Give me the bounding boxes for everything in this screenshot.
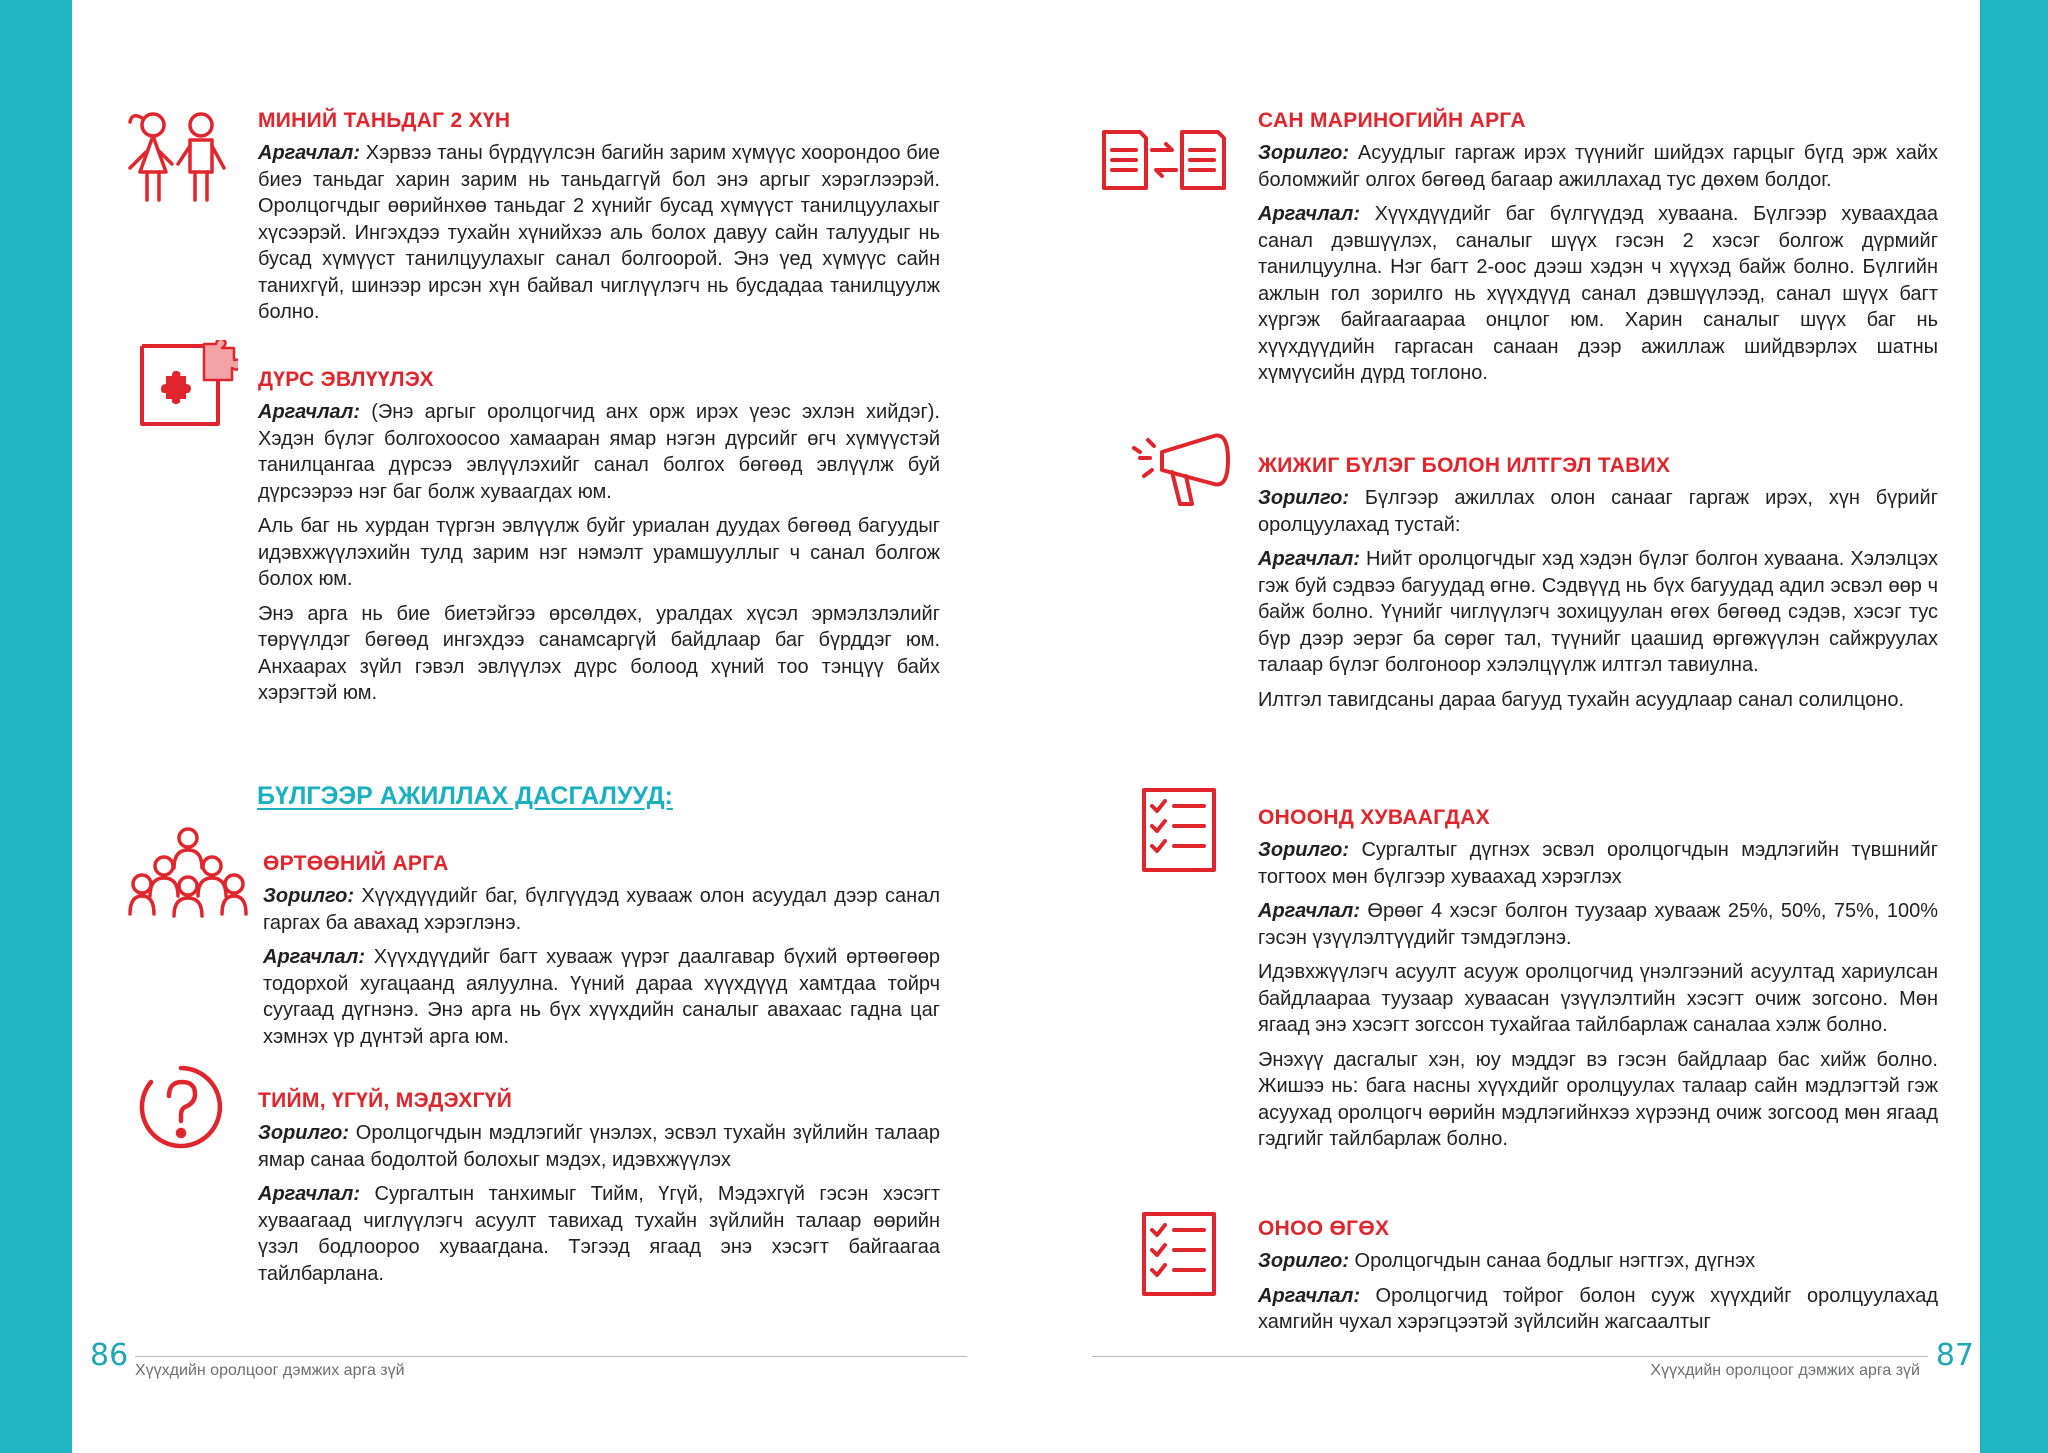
document-exchange-icon [1096,128,1232,192]
section-paragraph: Аргачлал: Нийт оролцогчдыг хэд хэдэн бүлэг болгон хуваана. Хэлэлцэх гэж буй сэдвээ багуудад өгнө. Сэдвүүд нь бүх багуудад адил эсвэл өөр ч байж болно. Үүнийг чиглүүлэгч зохицуулан өгөх бөгөөд сэдэв, хэсэг тус бүр дээр эерэг ба сөрөг тал, түүнийг цаашид өргөжүүлэн сайжруулах талаар бүлэг болгоноор хэлэлцүүлж илтгэл тавиулна. [1258,548,1938,676]
section-san-marino [1258,108,1938,395]
section-give-score [1258,1216,1938,1344]
two-people-icon [122,108,232,206]
section-paragraph: Энэ арга нь бие биетэйгээ өрсөлдөх, уралдах хүсэл эрмэлзлэлийг төрүүлдэг бөгөөд ингэхдээ санамсаргүй байдлаар баг бүрддэг юм. Анхаарах зүйл гэвэл эвлүүлэх дүрс болоод хүний тоо тэнцүү байх хэрэгтэй юм. [258,602,940,704]
section-score-divide [1258,805,1938,1161]
section-paragraph: Аргачлал: Хүүхдүүдийг баг бүлгүүдэд хуваана. Бүлгээр хуваахдаа санал дэвшүүлэх, саналыг шүүх гэсэн 2 хэсэг болгож дүрмийг танилцуулна. Нэг багт 2-оос дээш хэдэн ч хүүхэд байж болно. Бүлгийн ажлын гол зорилго нь хүүхдүүд санал дэвшүүлээд, санал шүүх багт хүргэж байгаагаараа онцлог юм. Харин саналыг шүүх баг нь хүүхдүүдийн гаргасан санаан дээр ажиллаж шийдвэрлэх шатны хүмүүсийн дүрд тоглоно. [1258,203,1938,384]
section-title: ДҮРС ЭВЛҮҮЛЭХ [258,368,434,391]
section-paragraph: Аргачлал: Хүүхдүүдийг багт хувааж үүрэг даалгавар бүхий өртөөгөөр тодорхой хугацаанд аялуулна. Үүний дараа хүүхдүүд хамтдаа тойрч суугаад дүгнэнэ. Энэ арга нь бүх хүүхдийн саналыг авахаас гадна цаг хэмнэх үр дүнтэй арга юм. [263,946,940,1048]
group-exercises-heading: БҮЛГЭЭР АЖИЛЛАХ ДАСГАЛУУД: [257,782,673,810]
checklist-icon [1140,784,1220,874]
group-people-icon [128,822,248,922]
megaphone-icon [1126,430,1236,510]
section-paragraph: Илтгэл тавигдсаны дараа багууд тухайн асуудлаар санал солилцоно. [1258,688,1905,711]
section-paragraph: Зорилго: Сургалтыг дүгнэх эсвэл оролцогчдын мэдлэгийн түвшнийг тогтоох мөн бүлгээр хуваахад хэрэглэх [1258,839,1938,888]
left-page [72,0,1026,1453]
footer-rule [1092,1356,1928,1357]
footer-rule [135,1356,967,1357]
section-paragraph: Зорилго: Оролцогчдын санаа бодлыг нэгтгэх, дүгнэх [1258,1250,1756,1272]
section-paragraph: Зорилго: Оролцогчдын мэдлэгийг үнэлэх, эсвэл тухайн зүйлийн талаар ямар санаа бодолтой болохыг мэдэх, идэвхжүүлэх [258,1122,940,1171]
section-puzzle [258,367,940,715]
section-paragraph: Аргачлал: Оролцогчид тойрог болон сууж хүүхдийг оролцуулахад хамгийн чухал хэрэгцээтэй зүйлсийн жагсаалтыг [1258,1284,1938,1333]
section-paragraph: Аргачлал: (Энэ аргыг оролцогчид анх орж ирэх үеэс эхлэн хийдэг). Хэдэн бүлэг болгохоосоо хамааран ямар нэгэн дүрсийг өгч хүмүүстэй танилцангаа дүрсээ эвлүүлэхийг санал болгох бөгөөд эвлүүлж буй дүрсээрээ нэг баг болж хуваагдах юм. [258,401,940,503]
footer-title: Хүүхдийн оролцоог дэмжих арга зүй [135,1362,405,1379]
section-paragraph: Зорилго: Хүүхдүүдийг баг, бүлгүүдэд хувааж олон асуудал дээр санал гаргах ба авахад хэрэглэнэ. [263,885,940,934]
section-title: ОНООНД ХУВААГДАХ [1258,806,1490,829]
puzzle-icon [138,340,238,430]
section-station-method [263,851,940,1058]
section-paragraph: Аргачлал: Хэрвээ таны бүрдүүлсэн багийн зарим хүмүүс хоорондоо бие биеэ таньдаг харин зарим нь таньдаггүй бол энэ аргыг хэрэглээрэй. Оролцогчдыг өөрийнхөө таньдаг 2 хүнийг бусад хүмүүст танилцуулахыг хүсээрэй. Ингэхдээ тухайн хүнийхээ аль болох давуу сайн талуудыг нь бусад хүмүүст танилцуулахыг санал болгоорой. Энэ үед хүмүүс сайн танихгүй, шинээр ирсэн хүн байвал чиглүүлэгч нь бусдадаа танилцуулж болно. [258,142,940,323]
section-paragraph: Зорилго: Асуудлыг гаргаж ирэх түүнийг шийдэх гарцыг бүгд эрж хайх боломжийг олгох бөгөөд багаар ажиллахад тус дөхөм болдог. [1258,142,1938,191]
section-title: САН МАРИНОГИЙН АРГА [1258,109,1526,132]
right-teal-band [1980,0,2048,1453]
section-title: ОНОО ӨГӨХ [1258,1217,1390,1240]
right-page [1026,0,1980,1453]
section-paragraph: Идэвхжүүлэгч асуулт асууж оролцогчид үнэлгээний асуултад хариулсан байдлаараа туузаар хуваасан үзүүлэлтийн хэсэгт очиж зогсоно. Мөн ягаад энэ хэсэгт зогссон тухайгаа тайлбарлаж саналаа хэлж болно. [1258,961,1938,1036]
section-title: ТИЙМ, ҮГҮЙ, МЭДЭХГҮЙ [258,1089,513,1112]
page-number: 87 [1935,1338,1974,1373]
section-yes-no-unknown [258,1088,940,1295]
section-title: ӨРТӨӨНИЙ АРГА [263,852,449,875]
footer-title: Хүүхдийн оролцоог дэмжих арга зүй [1650,1362,1920,1379]
page-number: 86 [90,1338,129,1373]
section-paragraph: Аргачлал: Өрөөг 4 хэсэг болгон туузаар хувааж 25%, 50%, 75%, 100% гэсэн үзүүлэлтүүдийг тэмдэглэнэ. [1258,900,1938,949]
section-small-group [1258,453,1938,721]
checklist-icon [1140,1208,1220,1298]
section-two-people [258,108,940,334]
section-paragraph: Аль баг нь хурдан түргэн эвлүүлж буйг уриалан дуудах бөгөөд багуудыг идэвхжүүлэхийн тулд зарим нэг нэмэлт урамшууллыг ч санал болгож болох юм. [258,515,940,590]
section-paragraph: Энэхүү дасгалыг хэн, юу мэддэг вэ гэсэн байдлаар бас хийж болно. Жишээ нь: бага насны хүүхдийг оролцуулах талаар сайн мэдлэгтэй гэж асуухад оролцогч өөрийн мэдлэгийнхээ хүрээнд очиж зогсоод мөн ягаад гэдгийг тайлбарлаж болно. [1258,1048,1938,1150]
section-paragraph: Аргачлал: Сургалтын танхимыг Тийм, Үгүй, Мэдэхгүй гэсэн хэсэгт хуваагаад чиглүүлэгч асуулт тавихад тухайн зүйлийн талаар өөрийн үзэл бодлоороо хуваагдана. Тэгээд ягаад энэ хэсэгт байгаагаа тайлбарлана. [258,1183,940,1285]
left-teal-band [0,0,72,1453]
section-title: МИНИЙ ТАНЬДАГ 2 ХҮН [258,109,511,132]
section-paragraph: Зорилго: Бүлгээр ажиллах олон санааг гаргаж ирэх, хүн бүрийг оролцуулахад тустай: [1258,487,1938,536]
question-mark-icon [136,1062,226,1152]
section-title: ЖИЖИГ БҮЛЭГ БОЛОН ИЛТГЭЛ ТАВИХ [1258,454,1671,477]
